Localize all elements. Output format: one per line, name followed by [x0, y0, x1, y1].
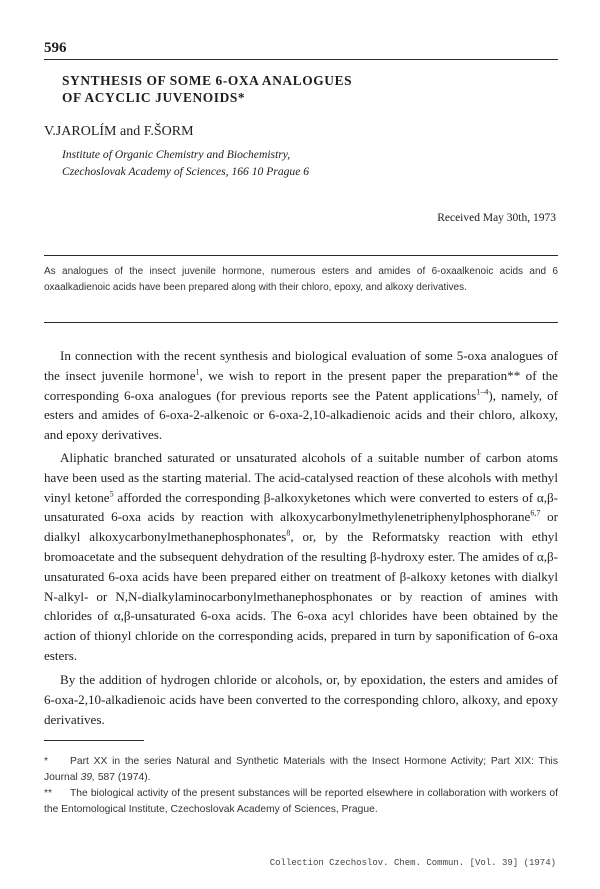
footnote-2: ** The biological activity of the present substances will be reported elsewhere in collaboration with workers of the Entomological Institute, Czechoslovak Academy of Sciences, Prague. — [44, 788, 558, 815]
citation-ref: 5 — [109, 489, 114, 499]
page-number: 596 — [44, 40, 67, 56]
title-line-2: OF ACYCLIC JUVENOIDS* — [62, 90, 246, 105]
journal-footer: Collection Czechoslov. Chem. Commun. [Vol. 39] (1974) — [269, 858, 556, 868]
header-rule — [44, 59, 558, 60]
abstract-top-rule — [44, 255, 558, 256]
footnote-mark: * — [44, 756, 49, 767]
affiliation-line-2: Czechoslovak Academy of Sciences, 166 10 Prague 6 — [62, 165, 310, 178]
citation-ref: 1 — [195, 367, 200, 377]
citation-ref: 8 — [286, 528, 291, 538]
affiliation-line-1: Institute of Organic Chemistry and Biochemistry, — [62, 148, 291, 161]
received-date: Received May 30th, 1973 — [437, 212, 556, 224]
footnote-rule — [44, 740, 144, 741]
citation-ref: 1–4 — [476, 387, 489, 397]
citation-ref: 6,7 — [530, 509, 541, 519]
footnote-1: * Part XX in the series Natural and Synthetic Materials with the Insect Hormone Activity; Part XIX: This Journal 39, 587 (1974). — [44, 756, 558, 783]
body-paragraph-2: Aliphatic branched saturated or unsaturated alcohols of a suitable number of carbon atoms have been used as the starting material. The acid-catalysed reaction of these alcohols with methyl vinyl ketone$^5$ afforded the corresponding β-alkoxyketones which were converted to esters of α,β-unsaturated 6-oxa acids by reaction with alkoxycarbonylmethylenetriphenylphosphorane$^{6,7}$ or dialkyl alkoxycarbonylmethanephosphonates$^8$, or, by the Reformatsky reaction with ethyl bromoacetate and the subsequent dehydration of the resulting β-hydroxy ester. The amides of α,β-unsaturated 6-oxa acids have been prepared either on treatment of β-alkoxy ketones with dialkyl N-alkyl- or N,N-dialkylaminocarbonylmethanephosphonates or by reaction of amines with chlorides of α,β-unsaturated 6-oxa acids. The 6-oxa acyl chlorides have been obtained by the action of thionyl chloride on the corresponding acids, prepared in turn by saponification of 6-oxa esters. — [44, 450, 559, 663]
body-paragraph-3: By the addition of hydrogen chloride or alcohols, or, by epoxidation, the esters and amides of 6-oxa-2,10-alkadienoic acids have been converted to the corresponding chloro, alkoxy, and epoxy derivatives. — [44, 672, 558, 727]
affiliation — [62, 146, 309, 180]
body-paragraph-1: In connection with the recent synthesis and biological evaluation of some 5-oxa analogues of the insect juvenile hormone$^1$, we wish to report in the present paper the preparation** of the corresponding 6-oxa analogues (for previous reports see the Patent applications$^{1-4}$), namely, of esters and amides of 6-oxa-2-alkenoic or 6-oxa-2,10-alkadienoic acids and their chloro, alkoxy, and epoxy derivatives. — [44, 348, 558, 443]
abstract-bottom-rule — [44, 322, 558, 323]
abstract: As analogues of the insect juvenile hormone, numerous esters and amides of 6-oxaalkenoic acids and 6 oxaalkadienoic acids have been prepared along with their chloro, epoxy, and alkoxy derivatives. — [44, 266, 558, 293]
authors: V.JAROLÍM and F.ŠORM — [44, 124, 194, 139]
title-line-1: SYNTHESIS OF SOME 6-OXA ANALOGUES — [62, 73, 353, 88]
footnote-mark: ** — [44, 788, 53, 799]
article-title — [62, 72, 352, 106]
